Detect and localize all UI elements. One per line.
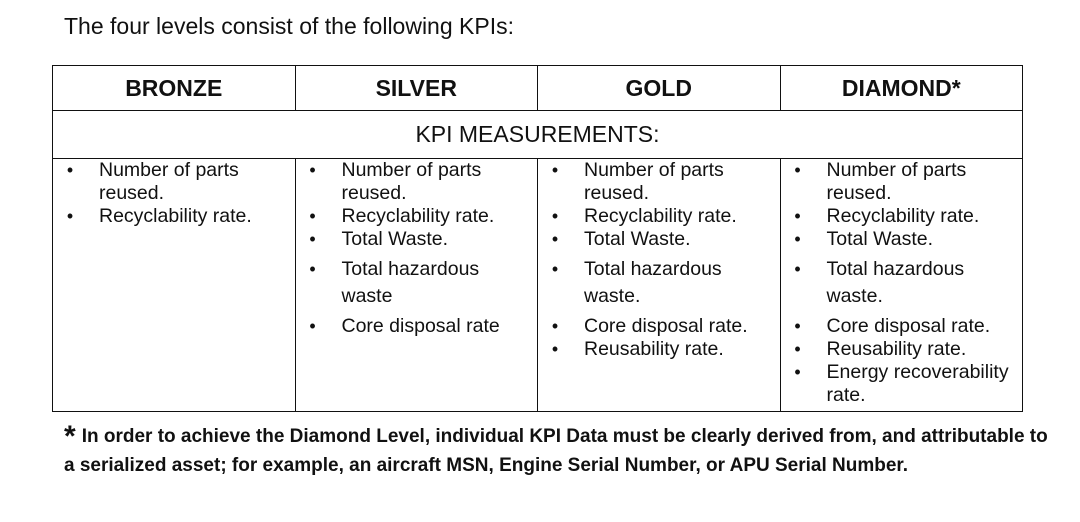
list-item xyxy=(781,256,1023,310)
kpi-text: Core disposal rate. xyxy=(826,315,991,337)
list-item xyxy=(781,361,1023,407)
bullet-icon: • xyxy=(309,160,316,180)
kpi-text: Recyclability rate. xyxy=(99,205,252,227)
list-item xyxy=(781,338,1023,361)
kpi-text: Total Waste. xyxy=(584,228,691,250)
list-item xyxy=(296,205,538,228)
list-item xyxy=(538,315,780,338)
level-bronze-header: BRONZE xyxy=(53,66,296,111)
kpi-text: Number of parts reused. xyxy=(584,159,724,204)
list-item xyxy=(296,159,538,205)
list-item xyxy=(53,159,295,205)
list-item xyxy=(296,256,538,310)
levels-header-row xyxy=(53,66,1023,111)
list-item xyxy=(538,256,780,310)
bullet-icon: • xyxy=(66,160,74,180)
kpi-text: Recyclability rate. xyxy=(341,205,495,227)
list-item xyxy=(538,338,780,361)
diamond-kpi-list xyxy=(781,159,1023,407)
diamond-kpi-cell xyxy=(780,159,1023,412)
list-item xyxy=(781,228,1023,251)
kpi-text: Total hazardous waste xyxy=(341,258,480,307)
list-item xyxy=(538,205,780,228)
intro-text: The four levels consist of the following KPIs: xyxy=(64,13,514,39)
kpi-lists-row xyxy=(53,159,1023,412)
measurements-header-row xyxy=(53,111,1023,159)
silver-kpi-cell xyxy=(295,159,538,412)
bullet-icon: • xyxy=(794,206,801,226)
kpi-text: Energy recoverability rate. xyxy=(826,361,1009,406)
list-item xyxy=(53,205,295,228)
bronze-kpi-cell xyxy=(53,159,296,412)
list-item xyxy=(781,205,1023,228)
kpi-text: Total Waste. xyxy=(341,228,449,250)
bullet-icon: • xyxy=(551,316,559,336)
bullet-icon: • xyxy=(794,316,801,336)
bullet-icon: • xyxy=(551,339,559,359)
kpi-levels-table xyxy=(52,65,1023,412)
kpi-text: Total hazardous waste. xyxy=(584,258,722,307)
list-item xyxy=(538,159,780,205)
bullet-icon: • xyxy=(309,206,316,226)
bullet-icon: • xyxy=(794,362,801,382)
bullet-icon: • xyxy=(794,160,801,180)
kpi-text: Number of parts reused. xyxy=(341,159,482,204)
gold-kpi-cell xyxy=(538,159,781,412)
kpi-text: Reusability rate. xyxy=(826,338,967,360)
kpi-text: Reusability rate. xyxy=(584,338,724,360)
list-item xyxy=(538,228,780,251)
level-gold-header: GOLD xyxy=(538,66,781,111)
kpi-measurements-header: KPI MEASUREMENTS: xyxy=(53,111,1023,159)
bullet-icon: • xyxy=(794,259,801,279)
footnote-asterisk: * xyxy=(64,420,76,453)
gold-kpi-list xyxy=(538,159,780,361)
kpi-text: Recyclability rate. xyxy=(584,205,737,227)
level-silver-header: SILVER xyxy=(295,66,538,111)
bullet-icon: • xyxy=(309,316,316,336)
kpi-text: Number of parts reused. xyxy=(99,159,239,204)
kpi-text: Core disposal rate xyxy=(341,315,500,337)
bullet-icon: • xyxy=(551,259,559,279)
bullet-icon: • xyxy=(551,160,559,180)
kpi-text: Total Waste. xyxy=(826,228,934,250)
list-item xyxy=(781,315,1023,338)
bullet-icon: • xyxy=(551,229,559,249)
bullet-icon: • xyxy=(309,229,316,249)
footnote-text: In order to achieve the Diamond Level, individual KPI Data must be clearly derived from, and attributable to a serialized asset; for example, an aircraft MSN, Engine Serial Number, or APU Serial Number. xyxy=(64,426,1048,476)
bullet-icon: • xyxy=(794,229,801,249)
bullet-icon: • xyxy=(794,339,801,359)
bullet-icon: • xyxy=(309,259,316,279)
level-diamond-header: DIAMOND* xyxy=(780,66,1023,111)
kpi-text: Core disposal rate. xyxy=(584,315,748,337)
kpi-text: Number of parts reused. xyxy=(826,159,967,204)
list-item xyxy=(781,159,1023,205)
list-item xyxy=(296,315,538,338)
kpi-text: Total hazardous waste. xyxy=(826,258,965,307)
bullet-icon: • xyxy=(551,206,559,226)
bullet-icon: • xyxy=(66,206,74,226)
diamond-footnote xyxy=(64,418,1054,480)
kpi-text: Recyclability rate. xyxy=(826,205,980,227)
list-item xyxy=(296,228,538,251)
silver-kpi-list xyxy=(296,159,538,338)
bronze-kpi-list xyxy=(53,159,295,228)
